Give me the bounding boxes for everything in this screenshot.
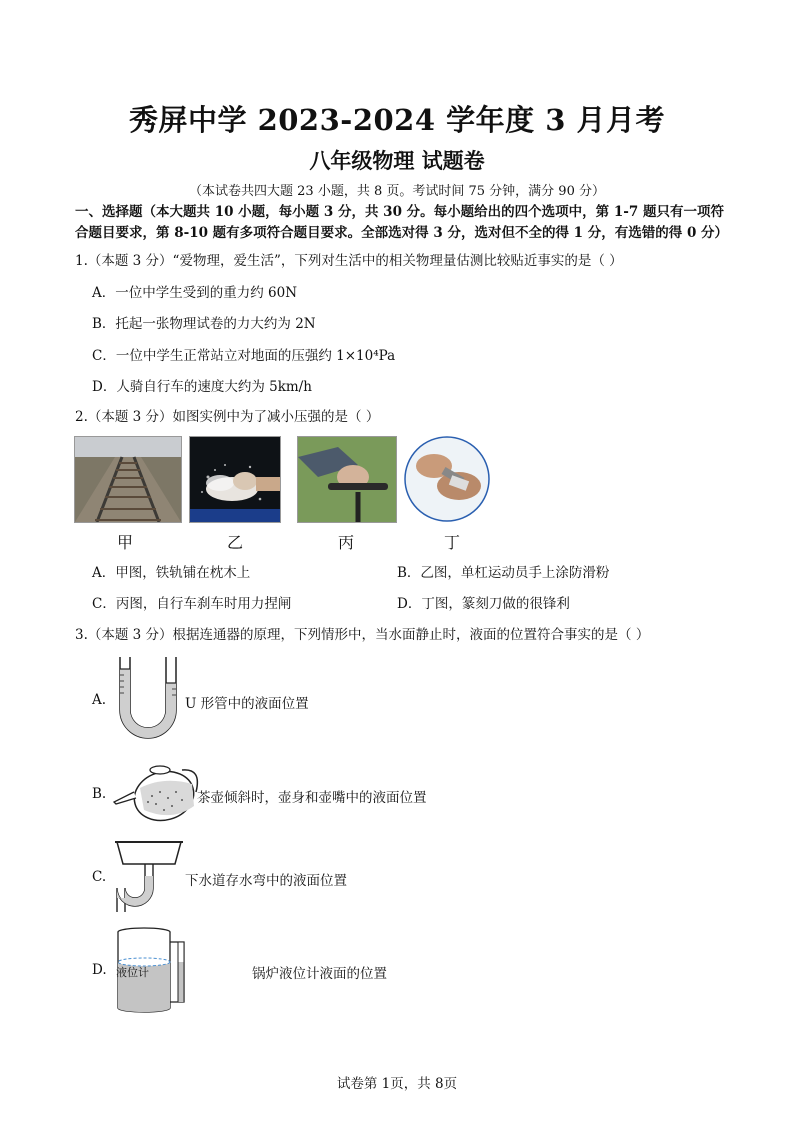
bicycle-brake-photo [297, 436, 397, 523]
q1-option-a[interactable]: A．一位中学生受到的重力约 60N [92, 285, 298, 301]
teapot-diagram [112, 758, 202, 823]
caption-ding: 丁 [443, 533, 460, 552]
question-3-stem: 3.（本题 3 分）根据连通器的原理，下列情形中，当水面静止时，液面的位置符合事实的是（ ） [75, 627, 650, 643]
q3-option-c-letter[interactable]: C. [92, 869, 107, 885]
q2-option-d[interactable]: D．丁图，篆刻刀做的很锋利 [397, 596, 570, 612]
q3-option-a-letter[interactable]: A. [92, 692, 107, 708]
page-footer: 试卷第 1页，共 8页 [336, 1076, 458, 1092]
q1-option-c[interactable]: C．一位中学生正常站立对地面的压强约 1×10⁴Pa [92, 348, 396, 364]
caption-jia: 甲 [116, 533, 133, 552]
caption-yi: 乙 [226, 533, 243, 552]
question-2-stem: 2.（本题 3 分）如图实例中为了减小压强的是（ ） [75, 409, 380, 425]
q2-option-a[interactable]: A．甲图，铁轨铺在枕木上 [92, 565, 251, 581]
q3-option-c-text: 下水道存水弯中的液面位置 [185, 873, 347, 889]
q3-option-a-text: U 形管中的液面位置 [185, 696, 309, 712]
q3-option-d-letter[interactable]: D. [92, 962, 107, 978]
gymnast-chalk-photo [189, 436, 281, 523]
q3-option-d-text: 锅炉液位计液面的位置 [252, 966, 387, 982]
railway-track-photo [74, 436, 182, 523]
q2-option-c[interactable]: C．丙图，自行车刹车时用力捏闸 [92, 596, 292, 612]
caption-bing: 丙 [337, 533, 354, 552]
exam-subtitle: 八年级物理 试题卷 [309, 148, 485, 173]
carving-knife-photo [404, 436, 490, 522]
exam-title: 秀屏中学 2023-2024 学年度 3 月月考 [128, 103, 666, 137]
section-heading [75, 202, 729, 244]
q2-option-b[interactable]: B．乙图，单杠运动员手上涂防滑粉 [397, 565, 610, 581]
q1-option-d[interactable]: D．人骑自行车的速度大约为 5km/h [92, 379, 312, 395]
gauge-label: 液位计 [116, 966, 149, 979]
exam-note: （本试卷共四大题 23 小题，共 8 页。考试时间 75 分钟，满分 90 分） [189, 184, 605, 199]
u-tube-diagram [115, 655, 185, 740]
q1-option-b[interactable]: B．托起一张物理试卷的力大约为 2N [92, 316, 316, 332]
section-heading-line-2: 合题目要求，第 8-10 题有多项符合题目要求。全部选对得 3 分，选对但不全的得 1 分，有选错的得 0 分） [75, 225, 729, 241]
question-1-stem: 1.（本题 3 分）“爱物理，爱生活”，下列对生活中的相关物理量估测比较贴近事实的是（ ） [75, 253, 623, 269]
q3-option-b-letter[interactable]: B. [92, 786, 107, 802]
section-heading-line-1: 一、选择题（本大题共 10 小题，每小题 3 分，共 30 分。每小题给出的四个选项中，第 1-7 题只有一项符 [75, 204, 724, 220]
sink-trap-diagram [115, 838, 185, 913]
q3-option-b-text: 茶壶倾斜时，壶身和壶嘴中的液面位置 [197, 790, 427, 806]
